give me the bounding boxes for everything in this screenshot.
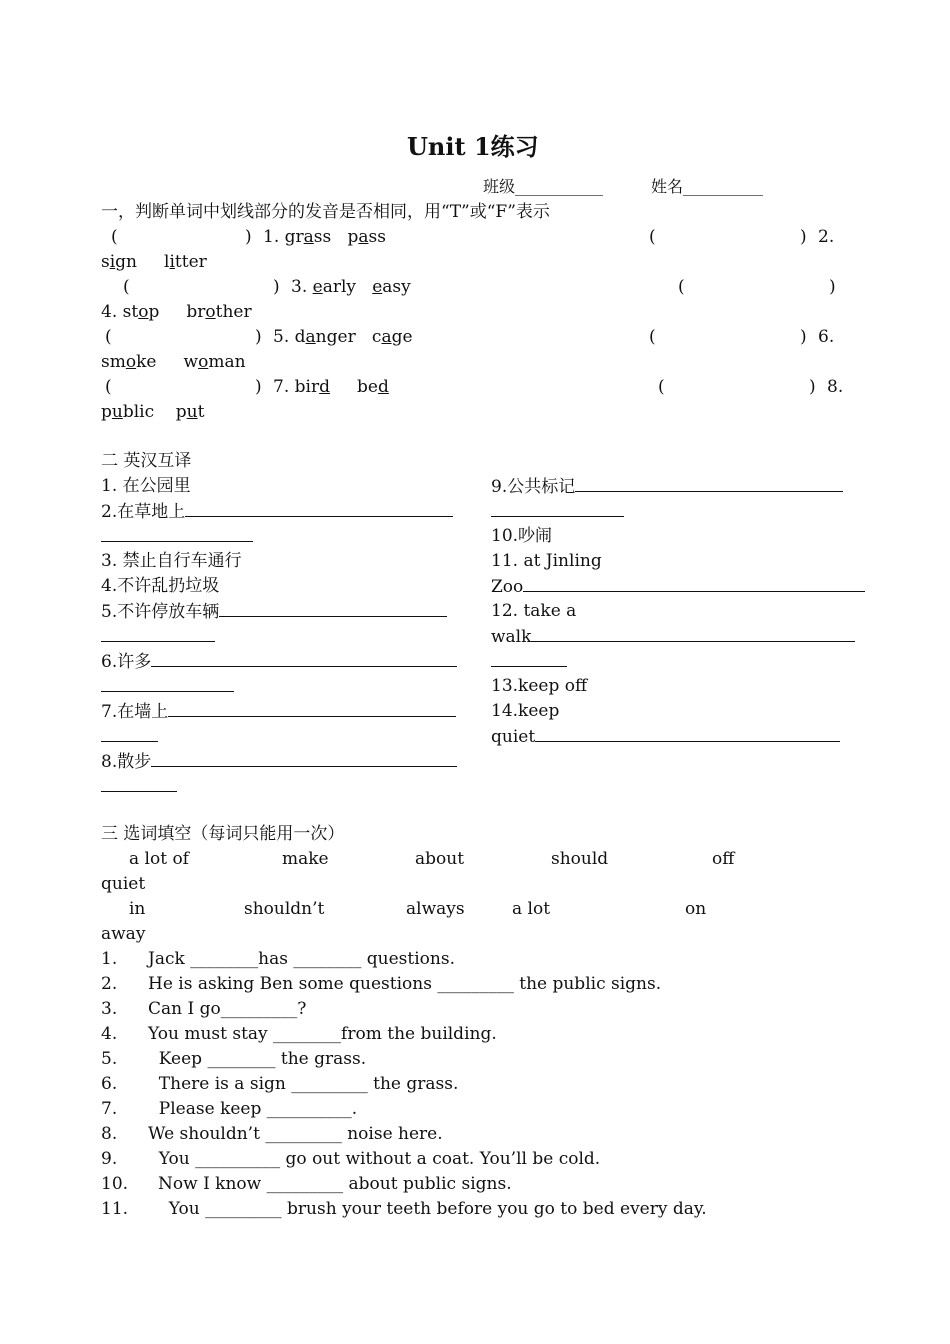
word-bank-word: should [551,849,609,869]
sentence-text: Now I know _________ about public signs. [158,1174,512,1194]
translation-item: 8.散步 [101,750,457,773]
class-field-label: 班级___________ [483,177,604,196]
item-1: 1. grass pass [263,227,386,247]
translation-item: 13.keep off [491,676,588,696]
word-bank-word: a lot [512,899,551,919]
answer-line[interactable] [491,500,624,523]
item-4: 4. stop brother [101,302,252,322]
translation-item: 4.不许乱扔垃圾 [101,576,220,596]
translation-item: 9.公共标记 [491,475,843,498]
sentence-text: We shouldn’t _________ noise here. [148,1124,443,1144]
answer-paren-close: ) [800,227,807,247]
sentence-text: Jack ________has ________ questions. [148,949,455,969]
answer-paren-open: ( [678,277,685,297]
word-bank-word: in [129,899,146,919]
translation-item: 11. at Jinling [491,551,602,571]
sentence-text: Please keep __________. [148,1099,358,1119]
translation-item: 10.吵闹 [491,526,553,546]
answer-paren-close: ) [255,327,262,347]
sentence-number: 7. [101,1099,118,1119]
word-bank-word: quiet [101,874,146,894]
section2-heading: 二 英汉互译 [101,451,192,471]
word-bank-word: shouldn’t [244,899,325,919]
answer-paren-open: ( [105,377,112,397]
word-bank-word: on [685,899,707,919]
answer-line[interactable] [101,675,234,698]
section1-heading: 一，判断单词中划线部分的发音是否相同，用“T”或“F”表示 [101,202,550,222]
answer-paren-close: ) [245,227,252,247]
word-bank-word: about [415,849,465,869]
item-6-number: 6. [818,327,835,347]
sentence-number: 4. [101,1024,118,1044]
item-5: 5. danger cage [273,327,413,347]
item-7: 7. bird bed [273,377,389,397]
answer-paren-open: ( [649,227,656,247]
translation-item: walk [491,625,855,648]
answer-paren-close: ) [273,277,280,297]
translation-item: Zoo [491,575,865,598]
translation-item: 14.keep [491,701,560,721]
sentence-text: You __________ go out without a coat. You’ll be cold. [148,1149,601,1169]
item-3: 3. early easy [291,277,411,297]
sentence-number: 5. [101,1049,118,1069]
sentence-number: 6. [101,1074,118,1094]
sentence-number: 11. [101,1199,129,1219]
sentence-number: 8. [101,1124,118,1144]
section3-heading: 三 选词填空（每词只能用一次） [101,824,345,844]
item-6-words: smoke woman [101,352,246,372]
answer-paren-open: ( [658,377,665,397]
translation-item: 5.不许停放车辆 [101,600,447,623]
item-2-words: sign litter [101,252,207,272]
answer-line[interactable] [101,625,215,648]
answer-line[interactable] [101,525,253,548]
sentence-number: 2. [101,974,118,994]
translation-item: 3. 禁止自行车通行 [101,551,242,571]
sentence-text: Keep ________ the grass. [148,1049,367,1069]
translation-item: quiet [491,725,840,748]
sentence-text: You _________ brush your teeth before you go to bed every day. [158,1199,707,1219]
sentence-number: 3. [101,999,118,1019]
word-bank-word: make [282,849,329,869]
answer-line[interactable] [491,650,567,673]
sentence-text: Can I go_________? [148,999,307,1019]
answer-paren-close: ) [829,277,836,297]
translation-item: 6.许多 [101,650,457,673]
sentence-number: 9. [101,1149,118,1169]
name-field-label: 姓名__________ [651,177,764,196]
answer-line[interactable] [101,725,158,748]
translation-item: 7.在墙上 [101,700,456,723]
answer-paren-close: ) [800,327,807,347]
answer-line[interactable] [101,775,177,798]
word-bank-word: a lot of [129,849,189,869]
item-8-words: public put [101,402,205,422]
item-2-number: 2. [818,227,835,247]
answer-paren-open: ( [105,327,112,347]
sentence-text: He is asking Ben some questions _________ the public signs. [148,974,662,994]
sentence-number: 10. [101,1174,129,1194]
translation-item: 1. 在公园里 [101,476,191,496]
answer-paren-open: ( [649,327,656,347]
answer-paren-open: ( [123,277,130,297]
word-bank-word: off [712,849,735,869]
sentence-text: You must stay ________from the building. [148,1024,497,1044]
page-title: Unit 1练习 [407,132,539,161]
translation-item: 12. take a [491,601,577,621]
translation-item: 2.在草地上 [101,500,453,523]
answer-paren-close: ) [809,377,816,397]
sentence-number: 1. [101,949,118,969]
sentence-text: There is a sign _________ the grass. [148,1074,459,1094]
word-bank-word: away [101,924,146,944]
answer-paren-open: ( [111,227,118,247]
answer-paren-close: ) [255,377,262,397]
item-8-number: 8. [827,377,844,397]
word-bank-word: always [406,899,465,919]
